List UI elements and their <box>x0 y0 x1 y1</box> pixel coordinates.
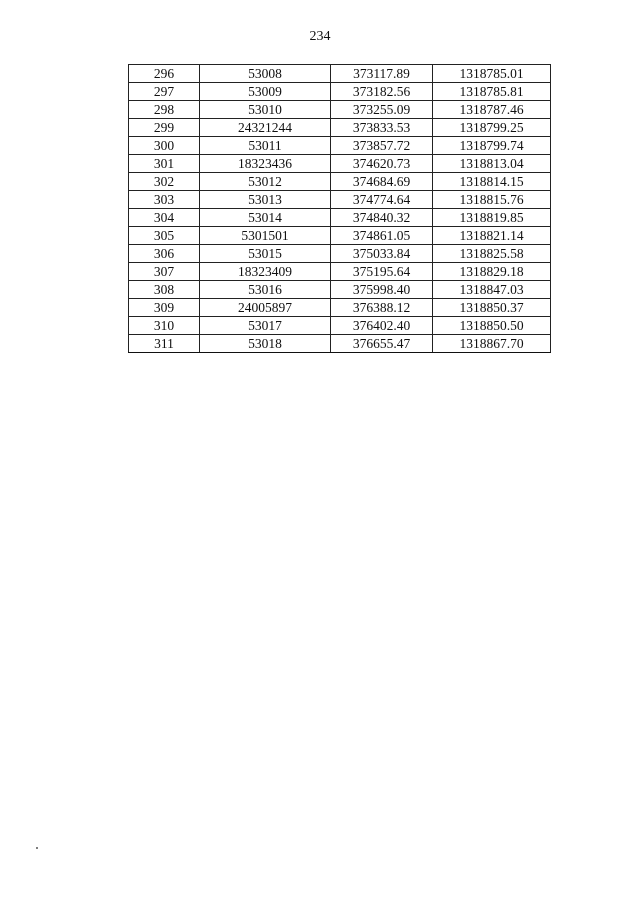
point-id-cell: 53016 <box>200 281 331 299</box>
y-coordinate-cell: 1318825.58 <box>433 245 551 263</box>
point-id-cell: 53012 <box>200 173 331 191</box>
point-id-cell: 53017 <box>200 317 331 335</box>
point-number-cell: 303 <box>129 191 200 209</box>
x-coordinate-cell: 374840.32 <box>331 209 433 227</box>
x-coordinate-cell: 375033.84 <box>331 245 433 263</box>
point-id-cell: 24005897 <box>200 299 331 317</box>
x-coordinate-cell: 376402.40 <box>331 317 433 335</box>
y-coordinate-cell: 1318815.76 <box>433 191 551 209</box>
table-row <box>129 83 551 101</box>
table-row <box>129 263 551 281</box>
point-id-cell: 53008 <box>200 65 331 83</box>
point-id-cell: 53013 <box>200 191 331 209</box>
y-coordinate-cell: 1318867.70 <box>433 335 551 353</box>
y-coordinate-cell: 1318821.14 <box>433 227 551 245</box>
table-row <box>129 317 551 335</box>
y-coordinate-cell: 1318819.85 <box>433 209 551 227</box>
table-row <box>129 65 551 83</box>
table-row <box>129 101 551 119</box>
x-coordinate-cell: 373182.56 <box>331 83 433 101</box>
point-number-cell: 299 <box>129 119 200 137</box>
y-coordinate-cell: 1318799.25 <box>433 119 551 137</box>
x-coordinate-cell: 373255.09 <box>331 101 433 119</box>
point-id-cell: 53018 <box>200 335 331 353</box>
x-coordinate-cell: 375195.64 <box>331 263 433 281</box>
coordinates-table-body <box>129 65 551 353</box>
coordinates-table <box>128 64 551 353</box>
x-coordinate-cell: 373833.53 <box>331 119 433 137</box>
point-id-cell: 53014 <box>200 209 331 227</box>
table-row <box>129 209 551 227</box>
y-coordinate-cell: 1318847.03 <box>433 281 551 299</box>
point-number-cell: 306 <box>129 245 200 263</box>
table-row <box>129 191 551 209</box>
point-number-cell: 304 <box>129 209 200 227</box>
point-number-cell: 305 <box>129 227 200 245</box>
y-coordinate-cell: 1318850.50 <box>433 317 551 335</box>
y-coordinate-cell: 1318785.01 <box>433 65 551 83</box>
point-id-cell: 18323436 <box>200 155 331 173</box>
point-id-cell: 5301501 <box>200 227 331 245</box>
point-number-cell: 307 <box>129 263 200 281</box>
point-id-cell: 24321244 <box>200 119 331 137</box>
y-coordinate-cell: 1318813.04 <box>433 155 551 173</box>
x-coordinate-cell: 376388.12 <box>331 299 433 317</box>
point-number-cell: 298 <box>129 101 200 119</box>
y-coordinate-cell: 1318787.46 <box>433 101 551 119</box>
point-number-cell: 300 <box>129 137 200 155</box>
table-row <box>129 227 551 245</box>
point-number-cell: 302 <box>129 173 200 191</box>
point-id-cell: 53009 <box>200 83 331 101</box>
x-coordinate-cell: 374684.69 <box>331 173 433 191</box>
point-number-cell: 301 <box>129 155 200 173</box>
x-coordinate-cell: 374774.64 <box>331 191 433 209</box>
x-coordinate-cell: 373117.89 <box>331 65 433 83</box>
table-row <box>129 173 551 191</box>
scan-speck <box>36 847 38 849</box>
table-row <box>129 119 551 137</box>
table-row <box>129 155 551 173</box>
y-coordinate-cell: 1318785.81 <box>433 83 551 101</box>
x-coordinate-cell: 374861.05 <box>331 227 433 245</box>
point-number-cell: 297 <box>129 83 200 101</box>
y-coordinate-cell: 1318814.15 <box>433 173 551 191</box>
page-number: 234 <box>309 29 331 44</box>
point-number-cell: 308 <box>129 281 200 299</box>
table-row <box>129 281 551 299</box>
x-coordinate-cell: 375998.40 <box>331 281 433 299</box>
point-id-cell: 53011 <box>200 137 331 155</box>
point-id-cell: 18323409 <box>200 263 331 281</box>
point-number-cell: 296 <box>129 65 200 83</box>
point-number-cell: 310 <box>129 317 200 335</box>
point-number-cell: 311 <box>129 335 200 353</box>
table-row <box>129 245 551 263</box>
x-coordinate-cell: 374620.73 <box>331 155 433 173</box>
y-coordinate-cell: 1318850.37 <box>433 299 551 317</box>
table-row <box>129 299 551 317</box>
point-id-cell: 53010 <box>200 101 331 119</box>
point-number-cell: 309 <box>129 299 200 317</box>
x-coordinate-cell: 376655.47 <box>331 335 433 353</box>
x-coordinate-cell: 373857.72 <box>331 137 433 155</box>
y-coordinate-cell: 1318829.18 <box>433 263 551 281</box>
y-coordinate-cell: 1318799.74 <box>433 137 551 155</box>
point-id-cell: 53015 <box>200 245 331 263</box>
table-row <box>129 335 551 353</box>
table-row <box>129 137 551 155</box>
